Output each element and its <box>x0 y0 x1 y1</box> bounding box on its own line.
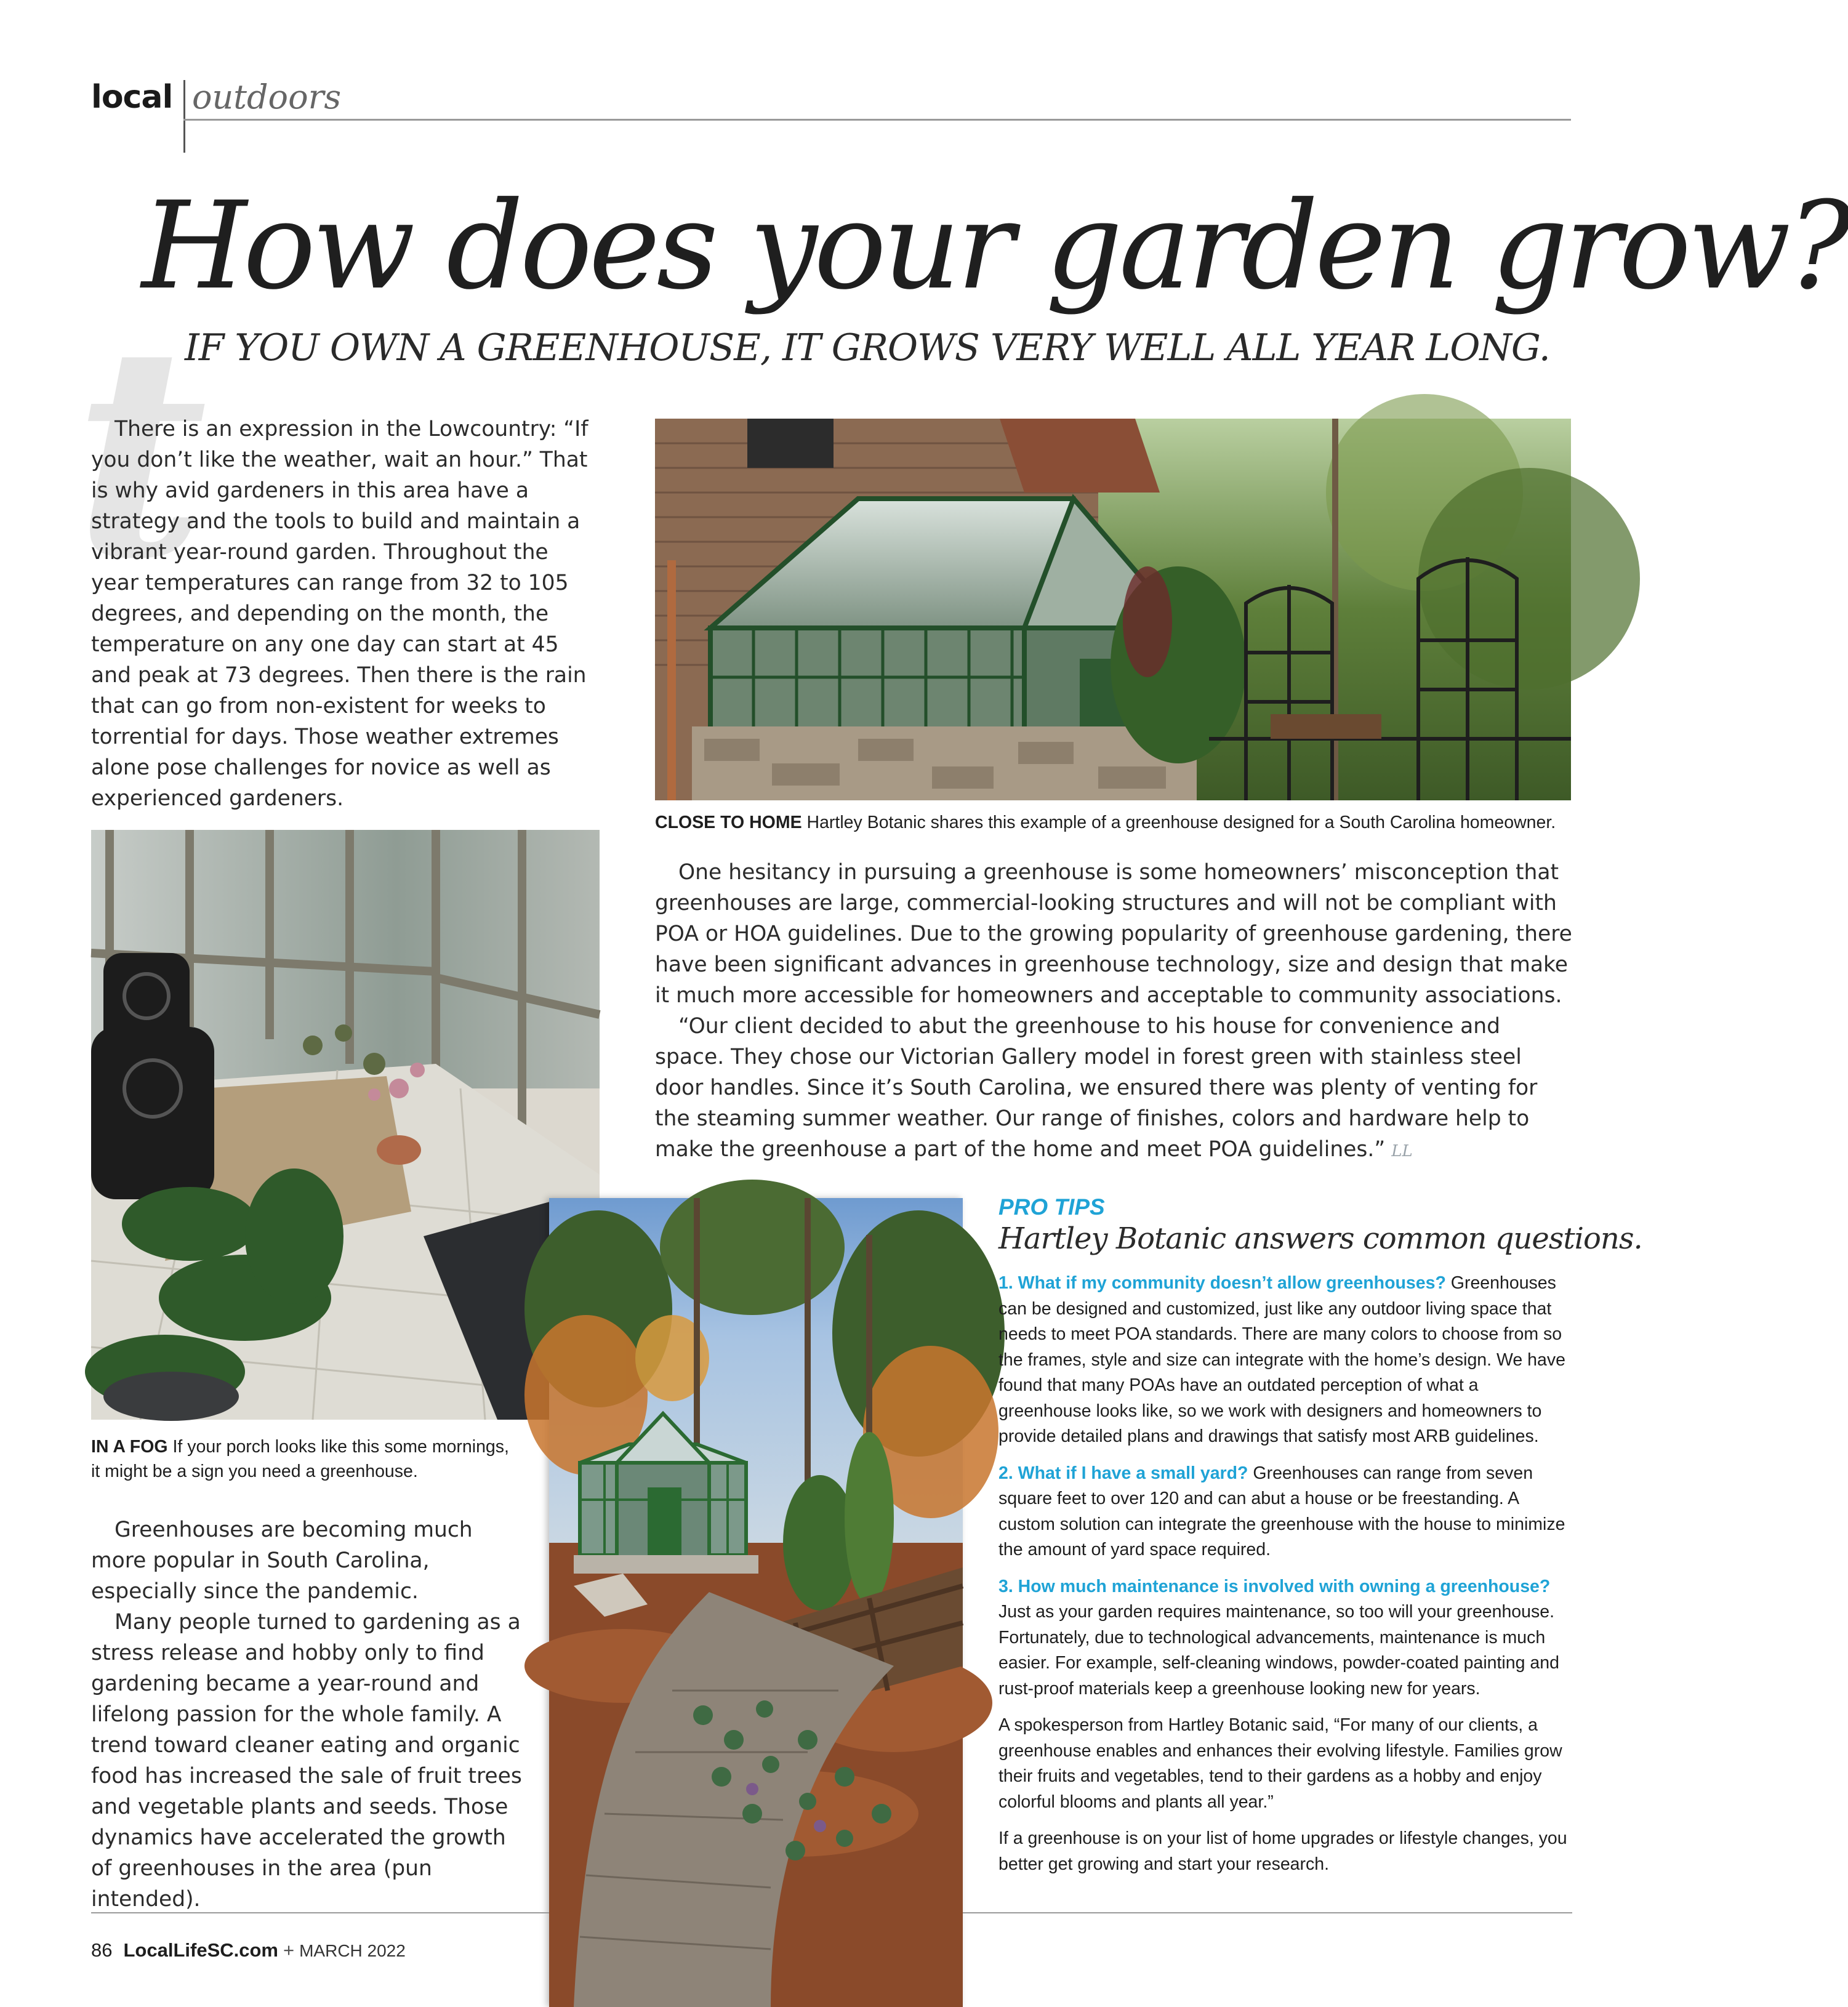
issue-date: MARCH 2022 <box>299 1941 406 1960</box>
caption-in-a-fog <box>91 1434 510 1484</box>
caption-text: If your porch looks like this some mornings, it might be a sign you need a greenhouse. <box>91 1437 509 1481</box>
paragraph: Many people turned to gardening as a stress release and hobby only to find gardening became a year-round and lifelong passion for the whole family. A trend toward cleaner eating and organic food has increased the sale of fruit trees and vegetable plants and seeds. Those dynamics have accelerated the growth of greenhouses in the area (pun intended). <box>91 1610 522 1912</box>
dropcap: t <box>74 283 208 622</box>
caption-text: Hartley Botanic shares this example of a greenhouse designed for a South Carolina homeowner. <box>806 813 1556 832</box>
tip-item <box>998 1271 1571 1450</box>
caption-label: IN A FOG <box>91 1437 168 1457</box>
headline: How does your garden grow? <box>142 176 1848 316</box>
quote-paragraph: “Our client decided to abut the greenhouse to his house for convenience and space. They chose our Victorian Gallery model in forest green with stainless steel door handles. Since it’s South Carolina, we ensured there was plenty of venting for the steaming summer weather. Our range of finishes, colors and hardware help to make the greenhouse a part of the home and meet POA guidelines.” LL <box>655 1014 1538 1162</box>
freestanding-greenhouse-photo <box>549 1198 963 2007</box>
tip-answer: Just as your garden requires maintenance, so too will your greenhouse. Fortunately, due to technological advancements, maintenance is much easier. For example, self-cleaning windows, powder-coated painting and rust-proof materials keep a greenhouse looking new for years. <box>998 1602 1559 1699</box>
section-brand: local <box>91 79 173 116</box>
footer-rule <box>91 1912 549 1913</box>
tip-item <box>998 1461 1571 1563</box>
spokesperson-quote: A spokesperson from Hartley Botanic said, “For many of our clients, a greenhouse enables and enhances their evolving lifestyle. Families grow their fruits and vegetables, tend to their gardens as a hobby and enjoy colorful blooms and plants all year.” <box>998 1715 1562 1812</box>
tip-item <box>998 1574 1571 1702</box>
right-column-text <box>655 857 1572 1167</box>
site-name: LocalLifeSC.com <box>123 1939 278 1961</box>
caption-close-to-home <box>655 810 1578 835</box>
pro-tips-list <box>998 1271 1571 1888</box>
left-column-bottom-text <box>91 1514 522 1915</box>
byline: LL <box>1391 1142 1413 1160</box>
footer-folio <box>91 1939 406 1961</box>
section-name: outdoors <box>192 78 342 116</box>
caption-label: CLOSE TO HOME <box>655 813 802 832</box>
pro-tips-subtitle: Hartley Botanic answers common questions. <box>998 1221 1642 1256</box>
tip-question: 2. What if I have a small yard? <box>998 1463 1248 1483</box>
deck: IF YOU OWN A GREENHOUSE, IT GROWS VERY WELL ALL YEAR LONG. <box>185 326 1550 369</box>
paragraph: One hesitancy in pursuing a greenhouse is some homeowners’ misconception that greenhouses are large, commercial-looking structures and will not be compliant with POA or HOA guidelines. Due to the growing popularity of greenhouse gardening, there have been significant advances in greenhouse technology, size and design that make it much more accessible for homeowners and acceptable to community associations. <box>655 860 1572 1008</box>
tip-answer: Greenhouses can range from seven square feet to over 120 and can abut a house or be freestanding. A custom solution can integrate the greenhouse with the house to minimize the amount of yard space required. <box>998 1463 1565 1559</box>
section-separator <box>183 80 185 153</box>
greenhouse-house-photo <box>655 419 1571 800</box>
footer-separator: + <box>283 1939 295 1961</box>
header-rule <box>183 119 1571 121</box>
tip-answer: Greenhouses can be designed and customized, just like any outdoor living space that needs to meet POA standards. There are many colors to choose from so the frames, style and size can integrate with the home’s design. We have found that many POAs have an outdated perception of what a greenhouse looks like, so we work with designers and homeowners to provide detailed plans and drawings that satisfy most ARB guidelines. <box>998 1273 1565 1446</box>
paragraph: Greenhouses are becoming much more popular in South Carolina, especially since the pandemic. <box>91 1518 473 1604</box>
foggy-porch-photo <box>91 830 600 1420</box>
tip-question: 3. How much maintenance is involved with owning a greenhouse? <box>998 1576 1551 1596</box>
tip-question: 1. What if my community doesn’t allow greenhouses? <box>998 1273 1446 1293</box>
page-number: 86 <box>91 1939 113 1961</box>
intro-paragraph: There is an expression in the Lowcountry: “If you don’t like the weather, wait an hour.” That is why avid gardeners in this area have a strategy and the tools to build and maintain a vibrant year-round garden. Throughout the year temperatures can range from 32 to 105 degrees, and depending on the month, the temperature on any one day can start at 45 and peak at 73 degrees. Then there is the rain that can go from non-existent for weeks to torrential for days. Those weather extremes alone pose challenges for novice as well as experienced gardeners. <box>91 417 589 811</box>
closing-text: If a greenhouse is on your list of home upgrades or lifestyle changes, you better get growing and start your research. <box>998 1828 1567 1874</box>
intro-text <box>91 414 596 814</box>
footer-rule <box>963 1912 1572 1913</box>
pro-tips-label: PRO TIPS <box>998 1194 1105 1220</box>
